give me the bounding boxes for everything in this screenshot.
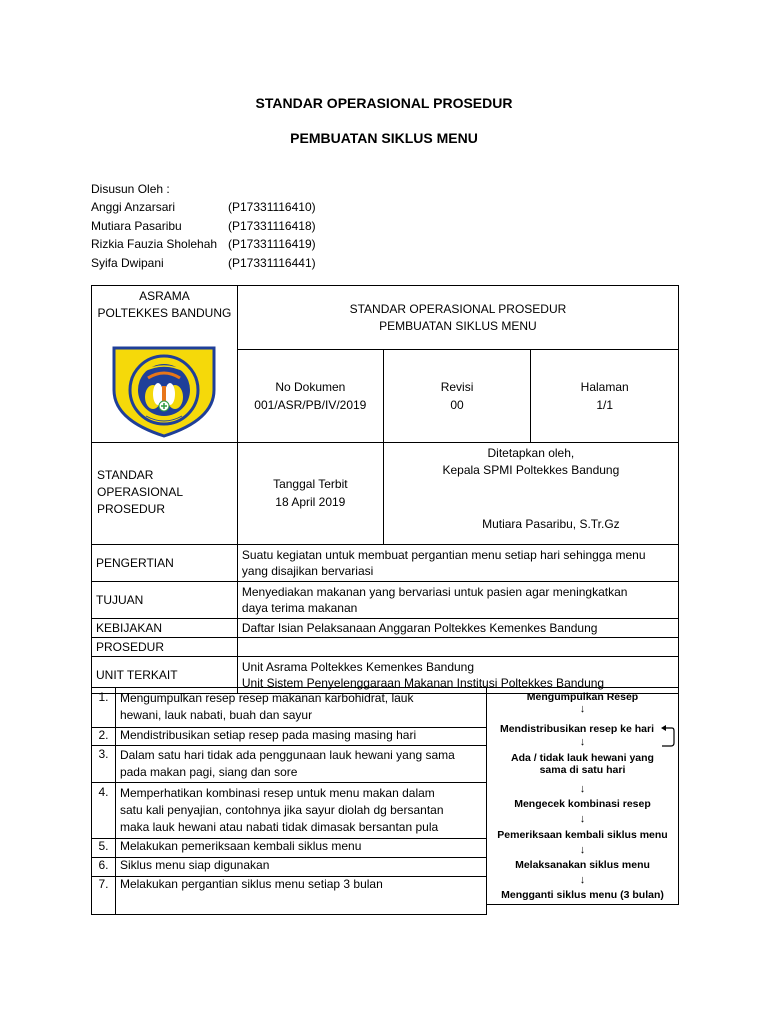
step-row [92,877,487,915]
down-arrow-icon: ↓ [579,703,586,715]
step-text: Melakukan pergantian siklus menu setiap 3 bulan [115,877,486,915]
ditetapkan-cell [383,443,678,545]
ditetapkan-line2: Kepala SPMI Poltekkes Bandung [442,463,620,477]
down-arrow-icon: ↓ [579,736,586,748]
revisi-value: 00 [450,398,464,412]
flow-step-distribute: Mendistribusikan resep ke hari [499,723,655,735]
sop-side-line3: PROSEDUR [97,502,166,516]
step-number: 7. [92,877,116,915]
no-dokumen-value: 001/ASR/PB/IV/2019 [254,398,367,412]
unit-terkait-label: UNIT TERKAIT [92,657,238,694]
halaman-value: 1/1 [596,398,614,412]
step-number: 1. [92,688,116,728]
tanggal-cell [237,443,383,545]
flow-step-review: Pemeriksaan kembali siklus menu [497,829,668,841]
step-row [92,839,487,858]
flow-step-collect: Mengumpulkan Resep [526,691,639,703]
step-text: Siklus menu siap digunakan [115,858,486,877]
author-name: Rizkia Fauzia Sholehah [91,237,218,251]
author-id: (P17331116418) [228,219,316,233]
authors-label: Disusun Oleh : [91,182,170,196]
institution-cell [92,286,238,443]
down-arrow-icon: ↓ [579,813,586,825]
unit-line1: Unit Asrama Poltekkes Kemenkes Bandung [241,660,475,674]
step-row [92,688,487,728]
sop-title-cell [237,286,678,350]
pengertian-value [237,545,678,582]
procedure-steps-table [91,687,487,915]
step-text: Mendistribusikan setiap resep pada masing masing hari [115,728,486,746]
step-text [115,746,486,783]
sop-side-line1: STANDAR [97,468,154,482]
document-subtitle: PEMBUATAN SIKLUS MENU [290,130,478,146]
unit-line2: Unit Sistem Penyelenggaraan Makanan Institusi Poltekkes Bandung [241,676,605,690]
sop-side-cell [92,443,238,545]
step-line: Memperhatikan kombinasi resep untuk menu makan dalam [119,786,435,800]
step-line: Dalam satu hari tidak ada penggunaan lauk hewani yang sama [119,748,455,762]
author-name: Mutiara Pasaribu [91,219,182,233]
step-number: 4. [92,783,116,839]
step-line: Mengumpulkan resep resep makanan karbohidrat, lauk [119,691,414,705]
flowchart-box [487,687,679,905]
step-number: 2. [92,728,116,746]
halaman-label: Halaman [580,380,629,394]
step-number: 5. [92,839,116,858]
tujuan-line1: Menyediakan makanan yang bervariasi untuk pasien agar meningkatkan [241,585,628,599]
prosedur-label: PROSEDUR [92,638,238,657]
kebijakan-value: Daftar Isian Pelaksanaan Anggaran Poltekkes Kemenkes Bandung [237,619,678,638]
step-number: 3. [92,746,116,783]
tujuan-value [237,582,678,619]
no-dokumen-label: No Dokumen [275,380,346,394]
author-id: (P17331116441) [228,256,316,270]
flow-step-check-protein [487,752,678,776]
author-name: Syifa Dwipani [91,256,164,270]
flow-step-check-combination: Mengecek kombinasi resep [514,798,651,810]
halaman-cell [531,350,679,443]
ditetapkan-name: Mutiara Pasaribu, S.Tr.Gz [482,517,620,531]
step-text [115,688,486,728]
down-arrow-icon: ↓ [579,874,586,886]
author-name: Anggi Anzarsari [91,200,176,214]
step-text: Melakukan pemeriksaan kembali siklus menu [115,839,486,858]
step-line: pada makan pagi, siang dan sore [119,765,298,779]
sop-title-line1: STANDAR OPERASIONAL PROSEDUR [349,302,567,316]
pengertian-label: PENGERTIAN [92,545,238,582]
down-arrow-icon: ↓ [579,844,586,856]
flow-step-replace: Mengganti siklus menu (3 bulan) [501,889,664,901]
kebijakan-label: KEBIJAKAN [92,619,238,638]
flow-step-execute: Melaksanakan siklus menu [515,859,650,871]
step-row [92,783,487,839]
sop-table [91,285,679,694]
poltekkes-shield-icon [106,342,222,438]
tujuan-line2: daya terima makanan [241,601,358,615]
step-line: satu kali penyajian, contohnya jika sayur diolah dg bersantan [119,803,444,817]
step-line: maka lauk hewani atau nabati tidak dimasak bersantan pula [119,820,439,834]
step-row [92,858,487,877]
revisi-label: Revisi [440,380,474,394]
step-number: 6. [92,858,116,877]
ditetapkan-line1: Ditetapkan oleh, [487,446,575,460]
document-title: STANDAR OPERASIONAL PROSEDUR [255,95,513,111]
pengertian-line1: Suatu kegiatan untuk membuat pergantian menu setiap hari sehingga menu [241,548,646,562]
step-row [92,728,487,746]
prosedur-value [237,638,678,657]
sop-side-line2: OPERASIONAL [97,485,184,499]
sop-title-line2: PEMBUATAN SIKLUS MENU [379,319,537,333]
author-id: (P17331116410) [228,200,316,214]
institution-line1: ASRAMA [139,289,190,303]
institution-line2: POLTEKKES BANDUNG [97,306,232,320]
tujuan-label: TUJUAN [92,582,238,619]
poltekkes-logo [92,342,237,438]
step-text [115,783,486,839]
step-row [92,746,487,783]
flow-step-line: sama di satu hari [539,764,626,776]
pengertian-line2: yang disajikan bervariasi [241,564,374,578]
step-line: hewani, lauk nabati, buah dan sayur [119,708,313,722]
tanggal-value: 18 April 2019 [275,495,346,509]
tanggal-label: Tanggal Terbit [273,477,348,491]
revisi-cell [383,350,531,443]
down-arrow-icon: ↓ [579,783,586,795]
flow-step-line: Ada / tidak lauk hewani yang [511,752,654,764]
no-dokumen-cell [237,350,383,443]
author-id: (P17331116419) [228,237,316,251]
